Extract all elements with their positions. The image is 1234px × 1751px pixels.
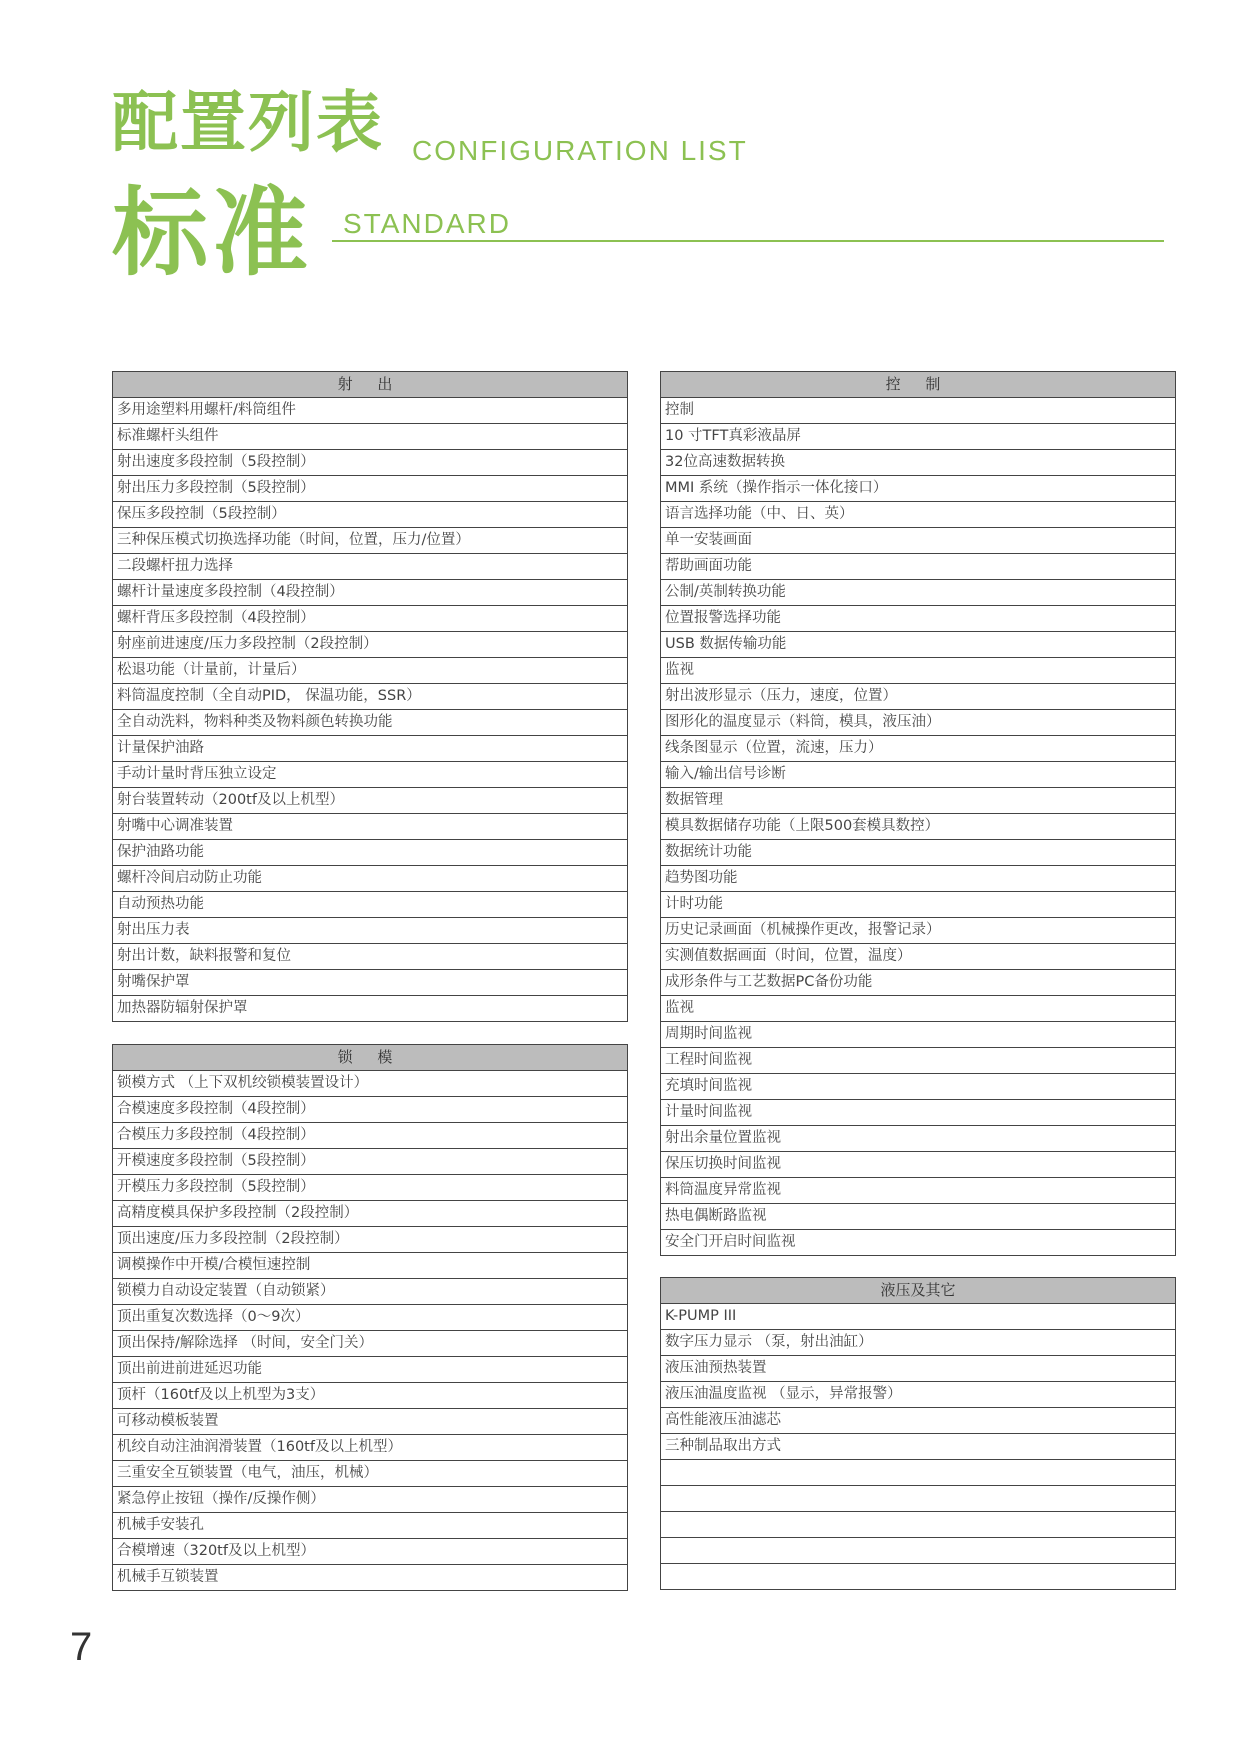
table-row: 输入/输出信号诊断	[661, 762, 1175, 788]
control-table-header: 控 制	[661, 372, 1175, 398]
table-row: 监视	[661, 658, 1175, 684]
table-row: 可移动模板装置	[113, 1409, 627, 1435]
table-row: 紧急停止按钮（操作/反操作侧）	[113, 1487, 627, 1513]
table-row: 图形化的温度显示（料筒，模具，液压油）	[661, 710, 1175, 736]
table-row: 自动预热功能	[113, 892, 627, 918]
page-number: 7	[70, 1625, 93, 1669]
table-row: 射出速度多段控制（5段控制）	[113, 450, 627, 476]
table-row: 模具数据储存功能（上限500套模具数控）	[661, 814, 1175, 840]
table-row: 射座前进速度/压力多段控制（2段控制）	[113, 632, 627, 658]
table-row: 射出压力表	[113, 918, 627, 944]
table-row: 机绞自动注油润滑装置（160tf及以上机型）	[113, 1435, 627, 1461]
table-row: 保压切换时间监视	[661, 1152, 1175, 1178]
clamping-table-header: 锁 模	[113, 1045, 627, 1071]
table-row: 顶出重复次数选择（0～9次）	[113, 1305, 627, 1331]
table-row: 高性能液压油滤芯	[661, 1408, 1175, 1434]
table-row: 锁模方式 （上下双机绞锁模装置设计）	[113, 1071, 627, 1097]
section-title-cn: 标准	[112, 177, 312, 289]
table-row: 手动计量时背压独立设定	[113, 762, 627, 788]
table-row	[661, 1538, 1175, 1564]
table-row: 单一安装画面	[661, 528, 1175, 554]
table-row: 顶出速度/压力多段控制（2段控制）	[113, 1227, 627, 1253]
table-row: 计时功能	[661, 892, 1175, 918]
clamping-table	[112, 1044, 628, 1591]
table-row: 液压油温度监视 （显示，异常报警）	[661, 1382, 1175, 1408]
table-row: 保护油路功能	[113, 840, 627, 866]
table-row: 三重安全互锁装置（电气，油压，机械）	[113, 1461, 627, 1487]
table-row: 安全门开启时间监视	[661, 1230, 1175, 1256]
table-row: 数据管理	[661, 788, 1175, 814]
table-row	[661, 1564, 1175, 1590]
table-row: 10 寸TFT真彩液晶屏	[661, 424, 1175, 450]
page-title-en: CONFIGURATION LIST	[412, 135, 748, 166]
table-row: 公制/英制转换功能	[661, 580, 1175, 606]
table-row: 热电偶断路监视	[661, 1204, 1175, 1230]
table-row: K-PUMP III	[661, 1304, 1175, 1330]
table-row: 射出余量位置监视	[661, 1126, 1175, 1152]
table-row: 周期时间监视	[661, 1022, 1175, 1048]
table-row: 保压多段控制（5段控制）	[113, 502, 627, 528]
table-row: 32位高速数据转换	[661, 450, 1175, 476]
table-row: 计量保护油路	[113, 736, 627, 762]
table-row: 螺杆计量速度多段控制（4段控制）	[113, 580, 627, 606]
table-row: 加热器防辐射保护罩	[113, 996, 627, 1022]
table-row: 料筒温度控制（全自动PID， 保温功能，SSR）	[113, 684, 627, 710]
table-row: 位置报警选择功能	[661, 606, 1175, 632]
page-title-cn: 配置列表	[112, 84, 384, 161]
table-row: 成形条件与工艺数据PC备份功能	[661, 970, 1175, 996]
table-row: 历史记录画面（机械操作更改，报警记录）	[661, 918, 1175, 944]
hydraulic-table-header: 液压及其它	[661, 1278, 1175, 1304]
table-row: 趋势图功能	[661, 866, 1175, 892]
table-row: 二段螺杆扭力选择	[113, 554, 627, 580]
hydraulic-table	[660, 1277, 1176, 1590]
table-row: 开模压力多段控制（5段控制）	[113, 1175, 627, 1201]
table-row: 三种保压模式切换选择功能（时间，位置，压力/位置）	[113, 528, 627, 554]
table-row: USB 数据传输功能	[661, 632, 1175, 658]
table-row: 顶出前进前进延迟功能	[113, 1357, 627, 1383]
table-row: 数据统计功能	[661, 840, 1175, 866]
table-row: 射出计数，缺料报警和复位	[113, 944, 627, 970]
table-row: 射嘴保护罩	[113, 970, 627, 996]
table-row: 射出波形显示（压力，速度，位置）	[661, 684, 1175, 710]
table-row: 料筒温度异常监视	[661, 1178, 1175, 1204]
table-row: 机械手互锁装置	[113, 1565, 627, 1591]
table-row: 标准螺杆头组件	[113, 424, 627, 450]
table-row: 充填时间监视	[661, 1074, 1175, 1100]
table-row: 工程时间监视	[661, 1048, 1175, 1074]
injection-table-header: 射 出	[113, 372, 627, 398]
table-row: 机械手安装孔	[113, 1513, 627, 1539]
table-row: 三种制品取出方式	[661, 1434, 1175, 1460]
table-row: 射嘴中心调准装置	[113, 814, 627, 840]
table-row: 螺杆冷间启动防止功能	[113, 866, 627, 892]
table-row: 螺杆背压多段控制（4段控制）	[113, 606, 627, 632]
table-row: 射台装置转动（200tf及以上机型）	[113, 788, 627, 814]
table-row: 监视	[661, 996, 1175, 1022]
table-row: 全自动洗料，物料种类及物料颜色转换功能	[113, 710, 627, 736]
table-row: 射出压力多段控制（5段控制）	[113, 476, 627, 502]
table-row: 合模增速（320tf及以上机型）	[113, 1539, 627, 1565]
table-row: 顶杆（160tf及以上机型为3支）	[113, 1383, 627, 1409]
table-row: 液压油预热装置	[661, 1356, 1175, 1382]
table-row: 多用途塑料用螺杆/料筒组件	[113, 398, 627, 424]
table-row: 帮助画面功能	[661, 554, 1175, 580]
table-row: 合模速度多段控制（4段控制）	[113, 1097, 627, 1123]
section-title-en: STANDARD	[343, 208, 511, 239]
table-row: 松退功能（计量前，计量后）	[113, 658, 627, 684]
table-row	[661, 1512, 1175, 1538]
table-row: 调模操作中开模/合模恒速控制	[113, 1253, 627, 1279]
table-row: 线条图显示（位置，流速，压力）	[661, 736, 1175, 762]
control-table	[660, 371, 1176, 1256]
title-underline	[332, 240, 1164, 242]
table-row: 实测值数据画面（时间，位置，温度）	[661, 944, 1175, 970]
table-row: 合模压力多段控制（4段控制）	[113, 1123, 627, 1149]
table-row: 控制	[661, 398, 1175, 424]
table-row: MMI 系统（操作指示一体化接口）	[661, 476, 1175, 502]
table-row: 数字压力显示 （泵，射出油缸）	[661, 1330, 1175, 1356]
table-row: 计量时间监视	[661, 1100, 1175, 1126]
table-row: 开模速度多段控制（5段控制）	[113, 1149, 627, 1175]
table-row: 顶出保持/解除选择 （时间，安全门关）	[113, 1331, 627, 1357]
table-row	[661, 1486, 1175, 1512]
table-row: 高精度模具保护多段控制（2段控制）	[113, 1201, 627, 1227]
table-row: 语言选择功能（中、日、英）	[661, 502, 1175, 528]
table-row	[661, 1460, 1175, 1486]
injection-table	[112, 371, 628, 1022]
table-row: 锁模力自动设定装置（自动锁紧）	[113, 1279, 627, 1305]
